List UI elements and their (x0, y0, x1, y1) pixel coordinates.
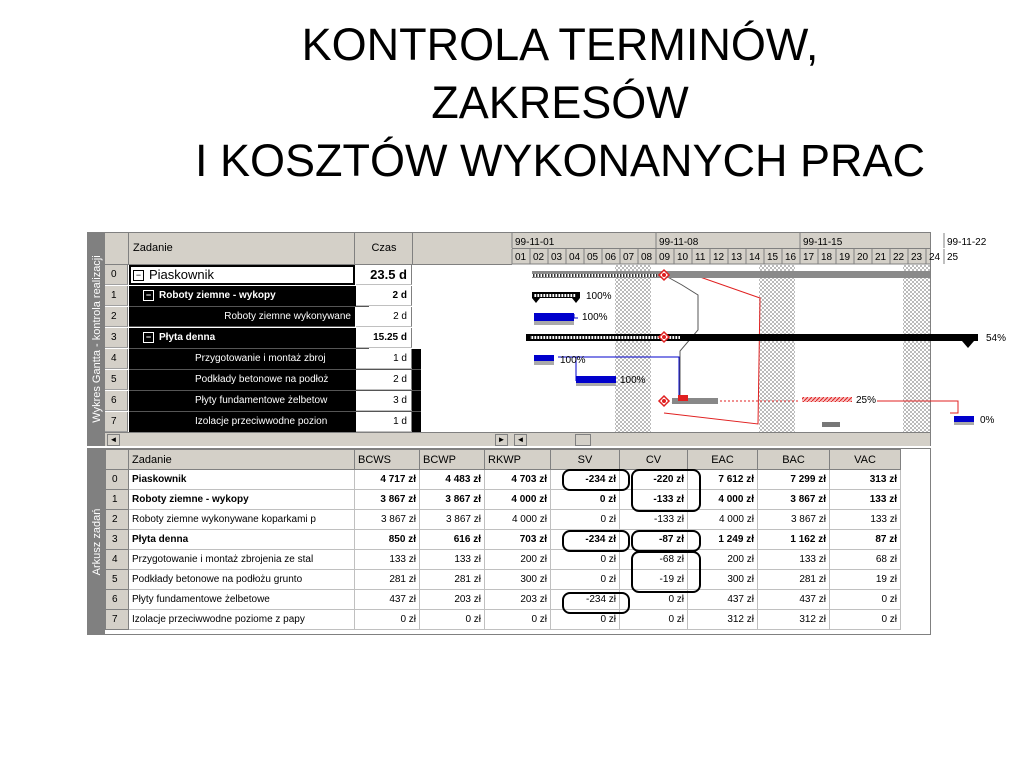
select-all-cell[interactable] (105, 233, 129, 264)
gantt-bar-task (576, 376, 616, 383)
bar-percent-label: 0% (980, 415, 995, 426)
task-name-cell[interactable] (129, 328, 369, 349)
gantt-row[interactable] (105, 286, 512, 307)
header-bac[interactable]: BAC (758, 450, 830, 470)
task-name-cell[interactable]: Płyty fundamentowe żelbetowe (129, 590, 355, 610)
header-vac[interactable]: VAC (830, 450, 901, 470)
header-sv[interactable]: SV (551, 450, 620, 470)
gantt-bar-baseline (576, 383, 616, 386)
day-label: 02 (533, 252, 545, 263)
header-eac[interactable]: EAC (688, 450, 758, 470)
table-header-row (106, 450, 901, 470)
cost-cell[interactable]: -234 zł (551, 470, 620, 490)
title-line-1: KONTROLA TERMINÓW, (301, 19, 819, 70)
link-arrow (574, 314, 578, 318)
gantt-row[interactable] (105, 349, 512, 370)
cost-cell[interactable]: -133 zł (620, 510, 688, 530)
cost-cell[interactable]: 4 000 zł (688, 510, 758, 530)
cost-cell[interactable]: 281 zł (758, 570, 830, 590)
cost-cell[interactable]: 4 000 zł (485, 510, 551, 530)
row-id: 6 (106, 590, 129, 610)
gantt-bar-task (534, 355, 554, 361)
cost-cell[interactable]: -19 zł (620, 570, 688, 590)
cost-cell[interactable]: 3 867 zł (420, 490, 485, 510)
header-task-name[interactable]: Zadanie (129, 233, 355, 264)
cost-cell[interactable]: 281 zł (420, 570, 485, 590)
cost-cell[interactable]: 313 zł (830, 470, 901, 490)
table-row[interactable] (106, 510, 901, 530)
title-line-3: I KOSZTÓW WYKONANYCH PRAC (194, 135, 926, 186)
cost-cell[interactable]: 133 zł (355, 550, 420, 570)
task-name-cell[interactable] (129, 265, 355, 285)
day-label: 07 (623, 252, 635, 263)
gantt-row[interactable] (105, 328, 512, 349)
day-label: 05 (587, 252, 599, 263)
bar-percent-label: 100% (620, 375, 646, 386)
day-label: 23 (911, 252, 923, 263)
day-label: 25 (947, 252, 959, 263)
day-label: 20 (857, 252, 869, 263)
cost-cell[interactable]: 3 867 zł (758, 510, 830, 530)
summary-end-right (572, 298, 580, 303)
gantt-table-header (105, 233, 512, 265)
gantt-task-table (105, 233, 512, 432)
week-label: 99-11-15 (803, 237, 843, 248)
day-label: 12 (713, 252, 725, 263)
duration-cell[interactable]: 23.5 d (356, 265, 412, 285)
gantt-row[interactable] (105, 307, 512, 328)
scroll-thumb[interactable] (575, 434, 591, 446)
cost-cell[interactable]: 0 zł (420, 610, 485, 630)
task-name-cell[interactable] (129, 307, 355, 327)
task-name-cell[interactable]: Przygotowanie i montaż zbrojenia ze stal (129, 550, 355, 570)
task-name-cell[interactable]: Roboty ziemne - wykopy (129, 490, 355, 510)
gantt-bar-progress (534, 294, 576, 297)
cost-cell[interactable]: 4 000 zł (688, 490, 758, 510)
cost-cell[interactable]: 19 zł (830, 570, 901, 590)
gantt-view-label-text: Wykres Gantta - kontrola realizacji (90, 255, 103, 423)
gantt-chart (512, 233, 1007, 432)
cost-cell[interactable]: 0 zł (620, 610, 688, 630)
cost-cell[interactable]: 133 zł (830, 510, 901, 530)
row-id: 5 (105, 370, 128, 390)
cost-cell[interactable]: 616 zł (420, 530, 485, 550)
collapse-icon[interactable]: − (143, 290, 154, 301)
task-name-cell[interactable] (129, 286, 369, 307)
summary-end-right (962, 341, 974, 348)
weekend-shading (615, 265, 651, 432)
cost-cell[interactable]: -234 zł (551, 590, 620, 610)
cost-cell[interactable]: 281 zł (355, 570, 420, 590)
gantt-view (87, 232, 1007, 446)
header-cv[interactable]: CV (620, 450, 688, 470)
week-label: 99-11-08 (659, 237, 699, 248)
collapse-icon[interactable]: − (133, 270, 144, 281)
cost-cell[interactable]: 300 zł (688, 570, 758, 590)
weekend-shading (903, 265, 930, 432)
title-line-2: ZAKRESÓW (431, 77, 689, 128)
bar-percent-label: 100% (582, 312, 608, 323)
cost-cell[interactable]: 437 zł (688, 590, 758, 610)
duration-cell[interactable]: 1 d (356, 349, 412, 369)
table-row[interactable] (106, 610, 901, 630)
task-name-cell[interactable]: Piaskownik (129, 470, 355, 490)
gantt-bar-progress (532, 274, 658, 277)
day-label: 15 (767, 252, 779, 263)
day-label: 06 (605, 252, 617, 263)
cost-cell[interactable]: 4 703 zł (485, 470, 551, 490)
day-label: 21 (875, 252, 887, 263)
cost-cell[interactable]: 7 612 zł (688, 470, 758, 490)
table-row[interactable] (106, 550, 901, 570)
cost-cell[interactable]: 0 zł (830, 590, 901, 610)
gantt-row[interactable] (105, 265, 512, 286)
cost-cell[interactable]: 1 249 zł (688, 530, 758, 550)
cost-cell[interactable]: 0 zł (830, 610, 901, 630)
table-row[interactable] (106, 490, 901, 510)
week-label: 99-11-01 (515, 237, 555, 248)
cost-cell[interactable]: -220 zł (620, 470, 688, 490)
gantt-row[interactable] (105, 391, 512, 412)
gantt-bar-remaining (802, 397, 852, 402)
bar-percent-label: 25% (856, 395, 877, 406)
row-id: 5 (106, 570, 129, 590)
cost-cell[interactable]: 437 zł (355, 590, 420, 610)
cost-cell[interactable]: 87 zł (830, 530, 901, 550)
row-id: 3 (106, 530, 129, 550)
cost-cell[interactable]: 1 162 zł (758, 530, 830, 550)
duration-cell[interactable]: 1 d (356, 412, 412, 432)
cost-cell[interactable]: 312 zł (688, 610, 758, 630)
row-id: 0 (106, 470, 129, 490)
cost-cell[interactable]: 0 zł (355, 610, 420, 630)
cost-cell[interactable]: 133 zł (830, 490, 901, 510)
cost-cell[interactable]: -234 zł (551, 530, 620, 550)
day-label: 03 (551, 252, 563, 263)
slide-title (100, 16, 1020, 190)
cost-cell[interactable]: 0 zł (485, 610, 551, 630)
gantt-row[interactable] (105, 412, 512, 433)
cost-cell[interactable]: 437 zł (758, 590, 830, 610)
day-label: 01 (515, 252, 527, 263)
day-label: 16 (785, 252, 797, 263)
row-id: 1 (105, 286, 128, 306)
duration-cell[interactable]: 2 d (356, 370, 412, 390)
gantt-view-label (88, 233, 105, 445)
cost-cell[interactable]: 4 717 zł (355, 470, 420, 490)
status-marker (659, 396, 669, 406)
sheet-view-label-text: Arkusz zadań (90, 508, 103, 575)
day-label: 24 (929, 252, 941, 263)
day-label: 11 (695, 252, 706, 263)
scroll-right-icon[interactable]: ► (495, 434, 508, 446)
day-label: 19 (839, 252, 851, 263)
task-name-cell[interactable]: Roboty ziemne wykonywane koparkami p (129, 510, 355, 530)
cost-cell[interactable]: 3 867 zł (355, 490, 420, 510)
cost-cell[interactable]: 312 zł (758, 610, 830, 630)
cost-cell[interactable]: 203 zł (420, 590, 485, 610)
scroll-left-icon[interactable]: ◄ (107, 434, 120, 446)
cost-cell[interactable]: 133 zł (758, 550, 830, 570)
gantt-scrollbar[interactable] (105, 432, 930, 446)
task-name: Płyty fundamentowe żelbetow (195, 395, 328, 406)
row-id: 7 (105, 412, 128, 432)
task-name: Roboty ziemne wykonywane (224, 311, 351, 322)
duration-cell[interactable]: 2 d (356, 286, 412, 306)
scroll-left-icon[interactable]: ◄ (514, 434, 527, 446)
cost-cell[interactable]: 3 867 zł (758, 490, 830, 510)
day-label: 04 (569, 252, 581, 263)
summary-end-left (532, 298, 540, 303)
row-id: 7 (106, 610, 129, 630)
header-duration[interactable]: Czas (356, 233, 413, 264)
header-bcws[interactable]: BCWS (355, 450, 420, 470)
task-name-cell[interactable]: Podkłady betonowe na podłożu grunto (129, 570, 355, 590)
duration-cell[interactable]: 3 d (356, 391, 412, 411)
gantt-chart-svg (512, 233, 1007, 432)
cost-cell[interactable]: 133 zł (420, 550, 485, 570)
cost-cell[interactable]: 0 zł (551, 490, 620, 510)
bar-percent-label: 100% (586, 291, 612, 302)
task-name-cell[interactable]: Izolacje przeciwwodne poziome z papy (129, 610, 355, 630)
day-label: 14 (749, 252, 761, 263)
duration-cell[interactable]: 2 d (356, 307, 412, 327)
cost-cell[interactable]: 4 483 zł (420, 470, 485, 490)
cost-cell[interactable]: -87 zł (620, 530, 688, 550)
cost-cell[interactable]: 850 zł (355, 530, 420, 550)
day-label: 22 (893, 252, 905, 263)
header-rkwp[interactable]: RKWP (485, 450, 551, 470)
cost-cell[interactable]: 3 867 zł (420, 510, 485, 530)
cost-cell[interactable]: 0 zł (551, 550, 620, 570)
cost-cell[interactable]: 0 zł (551, 570, 620, 590)
cost-cell[interactable]: 703 zł (485, 530, 551, 550)
task-sheet-view (87, 448, 931, 635)
table-row[interactable] (106, 570, 901, 590)
gantt-bar-task (954, 416, 974, 422)
cost-cell[interactable]: 7 299 zł (758, 470, 830, 490)
table-row[interactable] (106, 590, 901, 610)
gantt-bar-baseline (822, 422, 840, 427)
duration-cell[interactable]: 15.25 d (356, 328, 412, 348)
task-name: Izolacje przeciwwodne pozion (195, 416, 328, 427)
gantt-bar-progress (678, 395, 688, 401)
cost-cell[interactable]: -68 zł (620, 550, 688, 570)
table-row[interactable] (106, 470, 901, 490)
row-id: 2 (106, 510, 129, 530)
header-task[interactable]: Zadanie (129, 450, 355, 470)
row-id: 2 (105, 307, 128, 327)
gantt-bar-baseline (954, 422, 974, 425)
sheet-view-label (88, 449, 105, 634)
cost-cell[interactable]: 203 zł (485, 590, 551, 610)
cost-cell[interactable]: -133 zł (620, 490, 688, 510)
cost-cell[interactable]: 3 867 zł (355, 510, 420, 530)
gantt-bar-progress (530, 336, 680, 339)
day-label: 13 (731, 252, 743, 263)
row-id: 6 (105, 391, 128, 411)
row-id: 1 (106, 490, 129, 510)
gantt-bar-task (534, 313, 574, 321)
gantt-bar-baseline (534, 321, 574, 325)
cost-cell[interactable]: 200 zł (688, 550, 758, 570)
day-label: 09 (659, 252, 671, 263)
row-id: 0 (105, 265, 128, 285)
cost-cell[interactable]: 0 zł (551, 610, 620, 630)
week-label: 99-11-22 (947, 237, 987, 248)
cost-cell[interactable]: 300 zł (485, 570, 551, 590)
day-label: 18 (821, 252, 833, 263)
cost-table (105, 449, 901, 630)
table-row[interactable] (106, 530, 901, 550)
row-id: 3 (105, 328, 128, 348)
collapse-icon[interactable]: − (143, 332, 154, 343)
header-bcwp[interactable]: BCWP (420, 450, 485, 470)
gantt-bar-baseline (534, 361, 554, 365)
cost-cell[interactable]: 68 zł (830, 550, 901, 570)
row-id: 4 (106, 550, 129, 570)
task-name: Podkłady betonowe na podłoż (195, 374, 329, 385)
day-label: 17 (803, 252, 815, 263)
cost-cell[interactable]: 0 zł (620, 590, 688, 610)
task-name: Przygotowanie i montaż zbroj (195, 353, 326, 364)
day-label: 08 (641, 252, 653, 263)
row-id: 4 (105, 349, 128, 369)
bar-percent-label: 54% (986, 333, 1007, 344)
task-name: Płyta denna (159, 332, 216, 343)
task-name: Piaskownik (149, 267, 215, 282)
task-name: Roboty ziemne - wykopy (159, 290, 276, 301)
cost-cell[interactable]: 4 000 zł (485, 490, 551, 510)
cost-cell[interactable]: 200 zł (485, 550, 551, 570)
weekend-shading (759, 265, 795, 432)
select-all-cell[interactable] (106, 450, 129, 470)
cost-cell[interactable]: 0 zł (551, 510, 620, 530)
task-name-cell[interactable]: Płyta denna (129, 530, 355, 550)
bar-percent-label: 100% (560, 355, 586, 366)
day-label: 10 (677, 252, 689, 263)
gantt-row[interactable] (105, 370, 512, 391)
